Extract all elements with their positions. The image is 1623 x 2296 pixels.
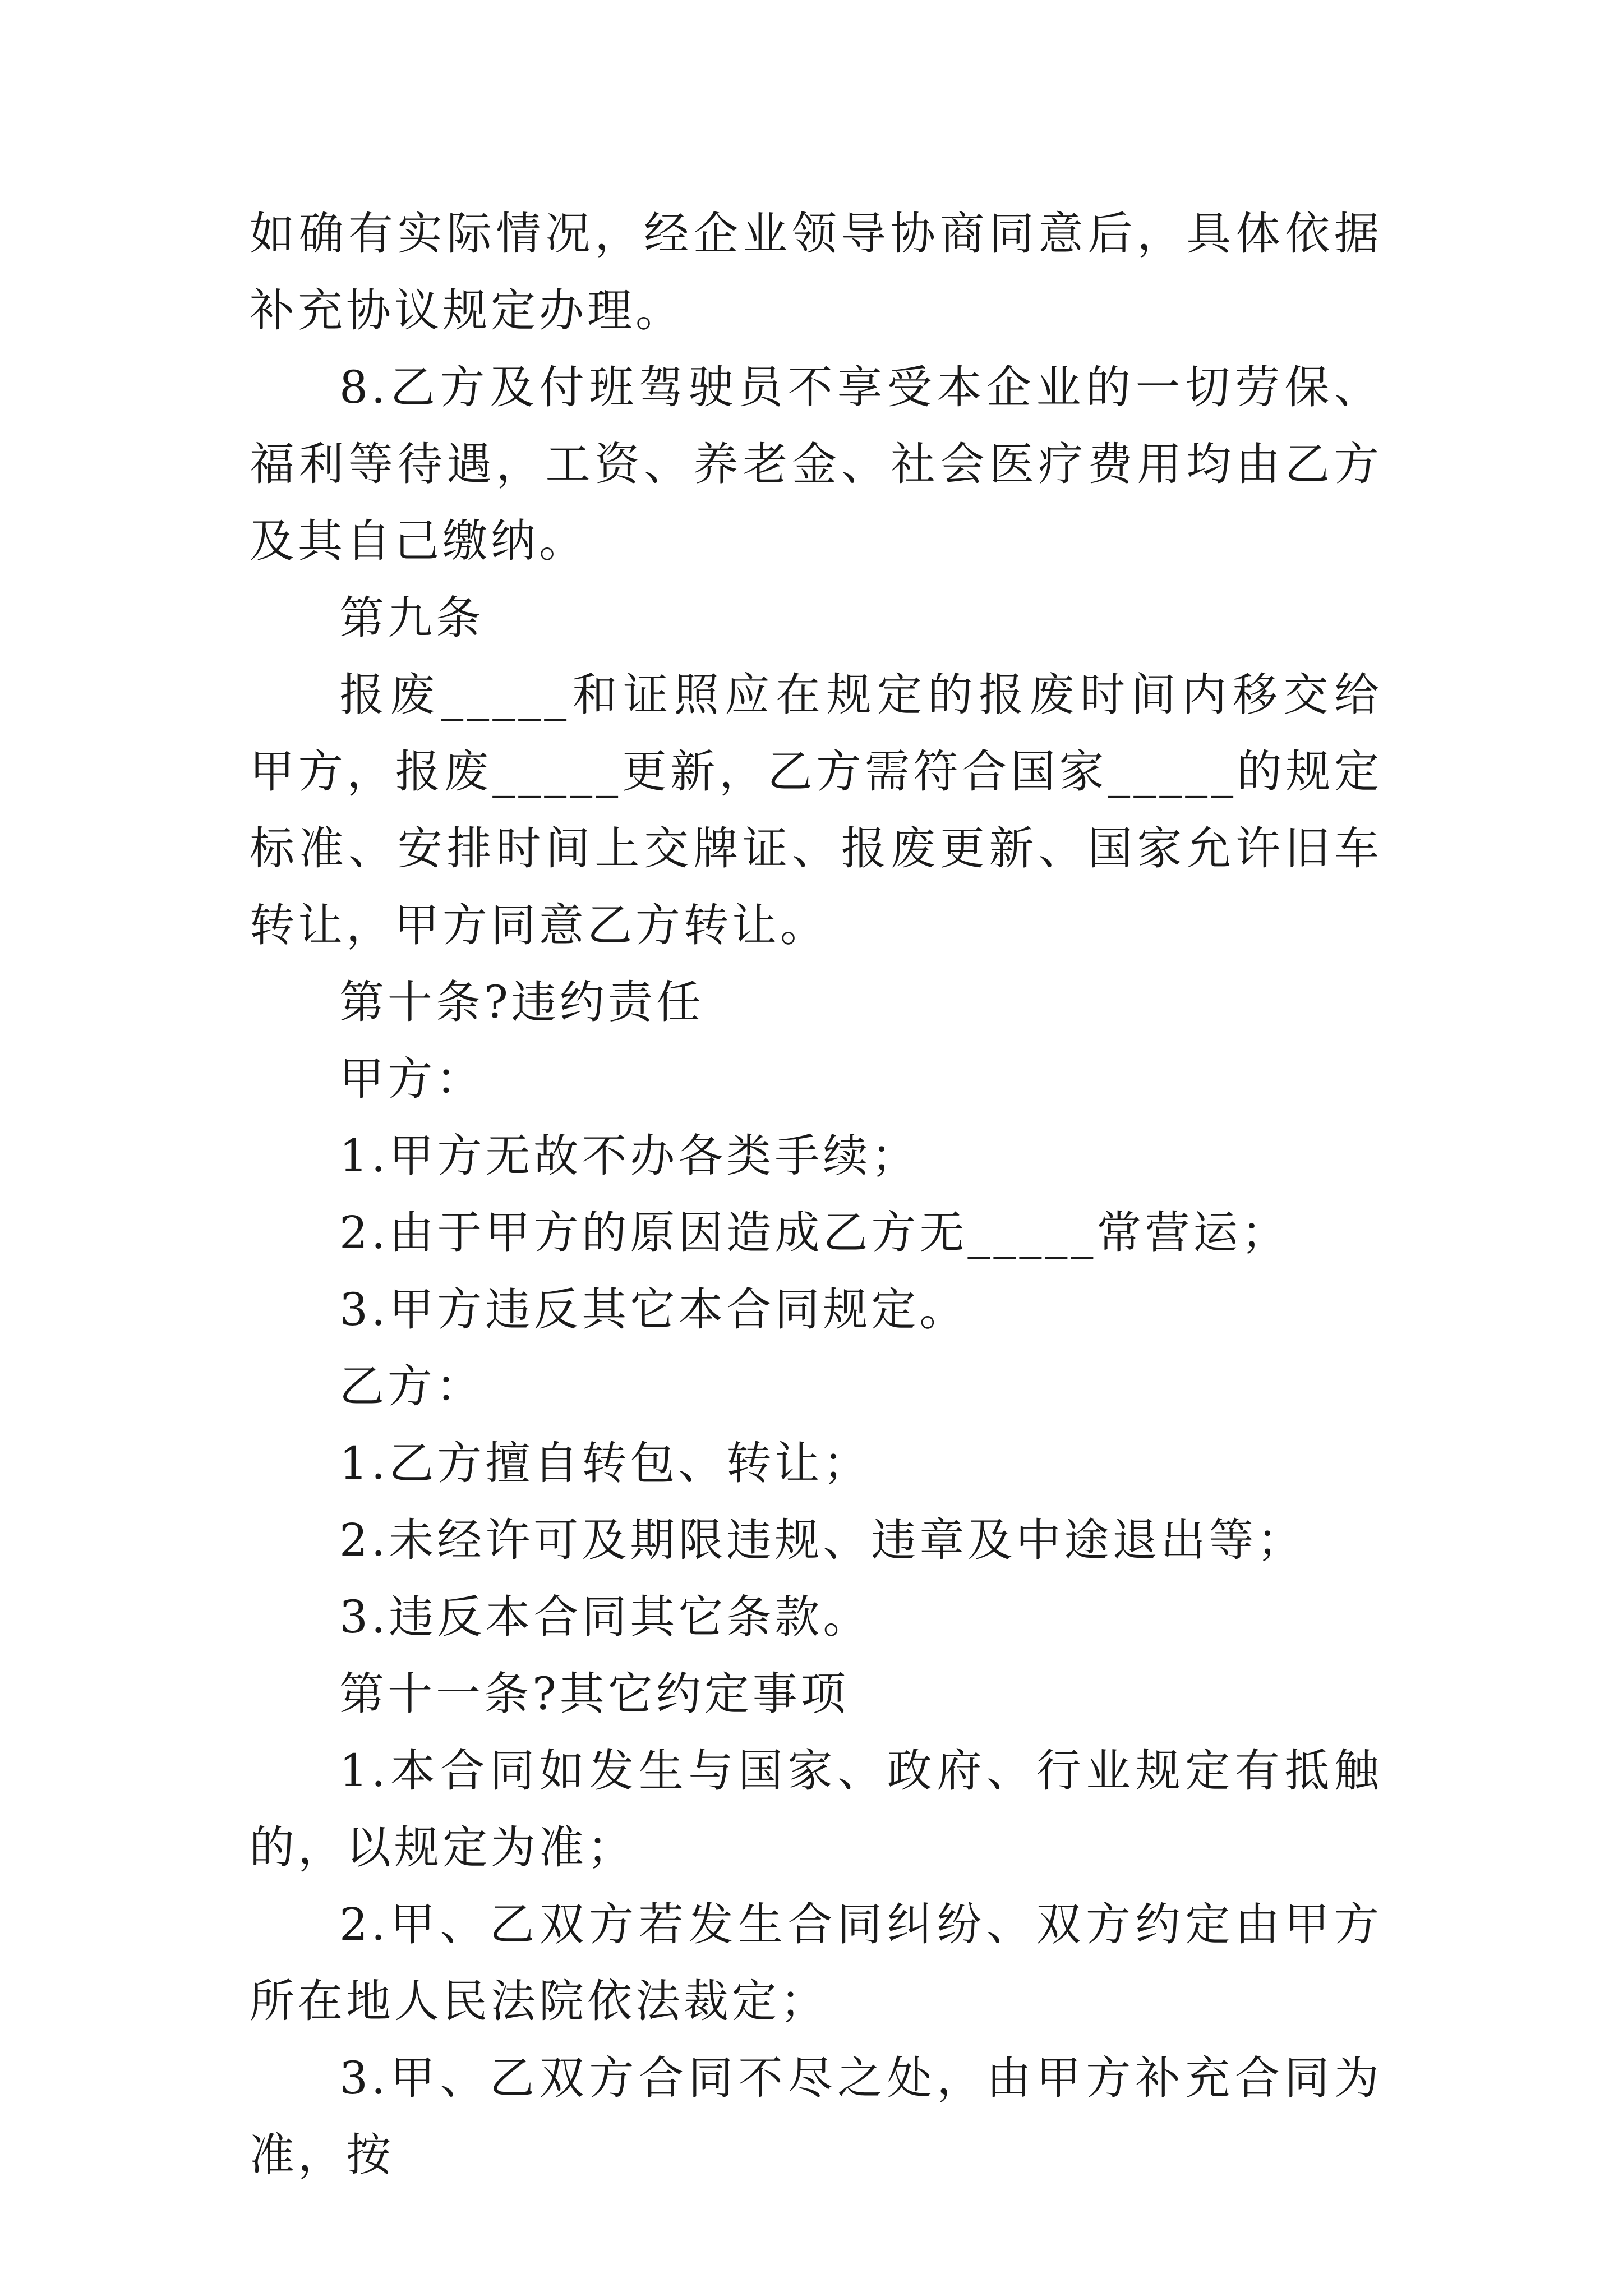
paragraph-item-8: 8.乙方及付班驾驶员不享受本企业的一切劳保、福利等待遇，工资、养老金、社会医疗费用均由乙方及其自己缴纳。: [250, 361, 1382, 567]
paragraph-continuation: 如确有实际情况，经企业领导协商同意后，具体依据补充协议规定办理。: [250, 208, 1382, 337]
party-a-item-2: 2.由于甲方的原因造成乙方无_____常营运；: [339, 1207, 1290, 1259]
article-10-heading: 第十条?违约责任: [339, 976, 704, 1028]
article-11-item-1: 1.本合同如发生与国家、政府、行业规定有抵触的，以规定为准；: [250, 1745, 1382, 1874]
article-11-heading: 第十一条?其它约定事项: [339, 1668, 849, 1720]
article-11-item-3: 3.甲、乙双方合同不尽之处，由甲方补充合同为准，按: [250, 2052, 1382, 2181]
article-11-item-2: 2.甲、乙双方若发生合同纠纷、双方约定由甲方所在地人民法院依法裁定；: [250, 1898, 1382, 2027]
document-body: [250, 195, 1382, 2193]
article-9-body: 报废_____和证照应在规定的报废时间内移交给甲方，报废_____更新，乙方需符合国家_____的规定标准、安排时间上交牌证、报废更新、国家允许旧车转让，甲方同意乙方转让。: [250, 669, 1382, 951]
party-b-item-3: 3.违反本合同其它条款。: [339, 1591, 872, 1643]
party-a-item-1: 1.甲方无故不办各类手续；: [339, 1130, 920, 1182]
party-b-label: 乙方：: [339, 1360, 484, 1412]
party-b-item-2: 2.未经许可及期限违规、违章及中途退出等；: [339, 1514, 1306, 1566]
article-9-heading: 第九条: [339, 592, 484, 644]
party-b-item-1: 1.乙方擅自转包、转让；: [339, 1437, 872, 1489]
party-a-item-3: 3.甲方违反其它本合同规定。: [339, 1283, 968, 1336]
party-a-label: 甲方：: [339, 1053, 484, 1105]
